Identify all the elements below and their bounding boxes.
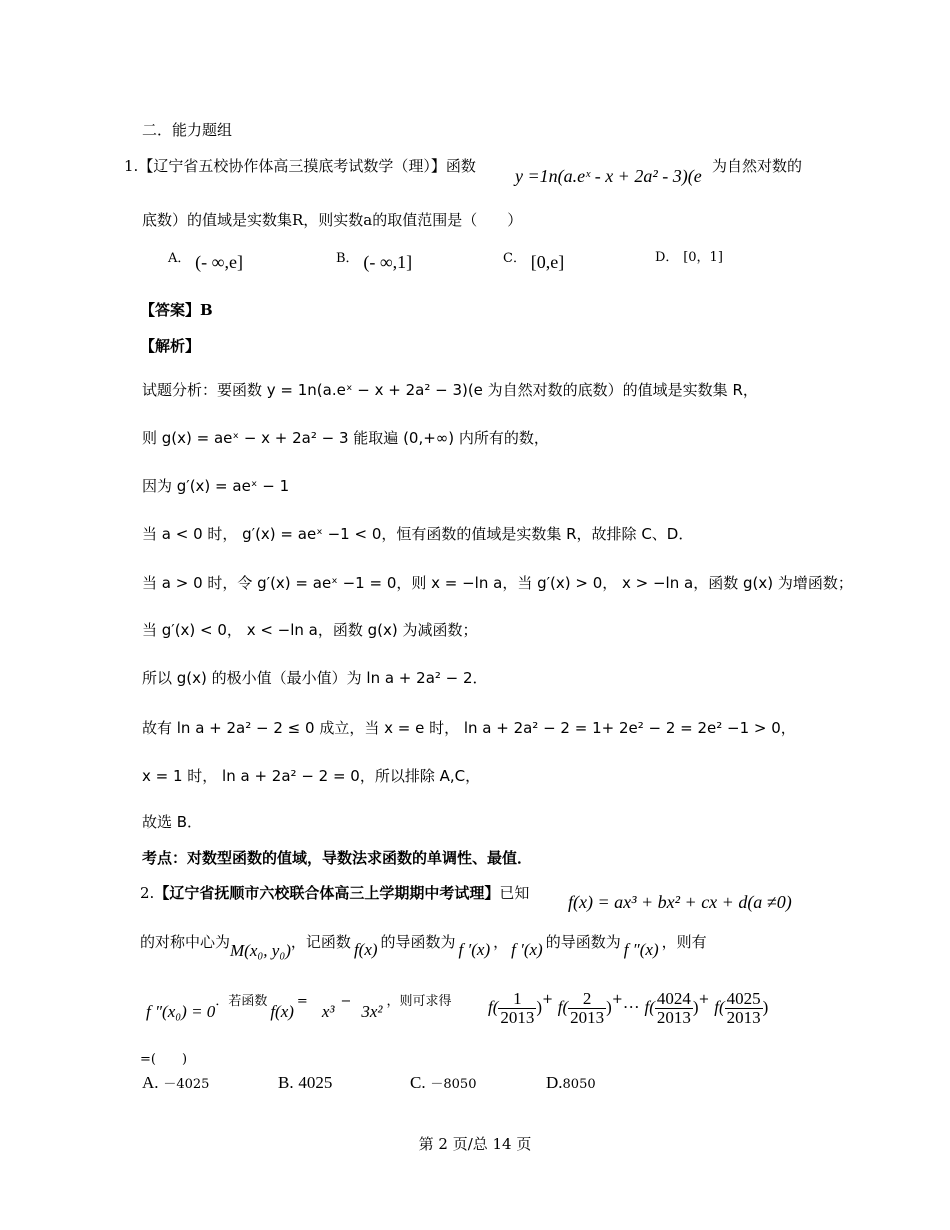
fraction-3: [655, 990, 693, 1027]
denominator: 2013: [570, 1008, 605, 1027]
analysis-line-9: x = 1 时， ln a + 2a² − 2 = 0，所以排除 A,C，: [142, 767, 481, 785]
option-label: B.: [278, 1073, 294, 1092]
center-point: M(x₀, y₀): [230, 941, 291, 960]
plus: +: [698, 992, 710, 1007]
q2-option-a: [142, 1073, 209, 1095]
q1-option-c: [503, 246, 565, 272]
plus: +: [611, 992, 623, 1007]
section-title: 二．能力题组: [142, 121, 233, 139]
q2-option-d: [546, 1073, 596, 1095]
q1-formula: y =1n(a.eˣ - x + 2a² - 3)(e: [515, 166, 702, 186]
paren: ): [536, 997, 543, 1017]
q2-source: 【辽宁省抚顺市六校联合体高三上学期期中考试理】: [154, 884, 500, 902]
text: ，记函数: [290, 933, 351, 951]
analysis-line-7: 所以 g(x) 的极小值（最小值）为 ln a + 2a² − 2．: [142, 669, 488, 687]
numerator: 4024: [656, 989, 691, 1008]
fn: f(: [644, 997, 655, 1017]
q1-option-b: [336, 246, 413, 272]
numerator: 2: [582, 989, 592, 1008]
q1-lead: 函数: [445, 157, 476, 175]
option-label: A.: [142, 1073, 159, 1092]
condition: f ″(x₀) = 0: [146, 1002, 216, 1021]
fn: f(: [488, 997, 499, 1017]
paren: ): [692, 997, 699, 1017]
option-value: －4025: [163, 1077, 210, 1092]
option-label: C．: [503, 251, 526, 266]
q1-source: 【辽宁省五校协作体高三摸底考试数学（理）】: [138, 157, 446, 175]
q2-formula: f(x) = ax³ + bx² + cx + d(a ≠0): [568, 892, 792, 912]
option-label: B．: [336, 251, 359, 266]
text: −: [340, 994, 352, 1009]
text: ，: [493, 933, 509, 951]
fraction-2: [568, 990, 606, 1027]
text: ，则可求得: [386, 994, 452, 1009]
text: ．若函数: [215, 994, 268, 1009]
term: x³: [321, 1002, 335, 1021]
q1-answer: 【答案】B: [140, 301, 213, 319]
q1-analysis-label: 【解析】: [140, 337, 201, 355]
analysis-line-3: 因为 g′(x) = aeˣ − 1: [142, 477, 290, 495]
q2-line3: [146, 990, 452, 1040]
option-label: D.: [546, 1073, 563, 1092]
fraction-1: [498, 990, 536, 1027]
f-prime: f ′(x): [458, 940, 491, 959]
q2-eq-paren: =( ): [140, 1052, 188, 1067]
q2-sum: [488, 990, 768, 1036]
q1-option-d: [655, 246, 723, 268]
denominator: 2013: [726, 1008, 761, 1027]
option-value: 8050: [562, 1077, 596, 1092]
analysis-line-2: 则 g(x) = aeˣ − x + 2a² − 3 能取遍 (0,+∞) 内所有的数，: [142, 429, 549, 447]
fn: f(: [557, 997, 569, 1017]
option-value: (- ∞,e]: [195, 252, 243, 272]
f-prime: f ′(x): [511, 940, 543, 959]
denominator: 2013: [500, 1008, 535, 1027]
q2-option-b: [278, 1073, 332, 1093]
text: 的对称中心为: [140, 933, 231, 951]
f-double-prime: f ″(x): [623, 940, 659, 959]
q2-lead: 已知: [499, 884, 530, 902]
paren: ): [762, 997, 769, 1017]
q1-number: 1.: [124, 157, 139, 175]
text: =: [296, 994, 308, 1009]
option-label: C.: [410, 1073, 426, 1092]
plus: +: [542, 992, 553, 1007]
option-label: D．: [655, 250, 679, 265]
fn: f(: [714, 997, 725, 1017]
q1-header: [124, 156, 476, 176]
q2-header: [140, 883, 529, 903]
option-value: (- ∞,1]: [363, 252, 413, 272]
text: ，则有: [661, 933, 707, 951]
paren: ): [606, 997, 612, 1017]
fx: f(x): [353, 940, 378, 959]
page-footer: 第 2 页/总 14 页: [418, 1135, 532, 1153]
analysis-line-10: 故选 B．: [142, 813, 203, 831]
q2-number: 2.: [140, 884, 155, 902]
q2-line2: [140, 932, 707, 960]
text: 的导函数为: [380, 933, 456, 951]
option-value: [0,e]: [530, 252, 565, 272]
fx: f(x): [270, 1002, 294, 1021]
option-label: A．: [168, 251, 191, 266]
option-value: [0，1]: [683, 250, 723, 265]
option-value: 4025: [298, 1073, 333, 1092]
analysis-line-5: 当 a > 0 时，令 g′(x) = aeˣ −1 = 0，则 x = −ln a，当 g′(x) > 0， x > −ln a，函数 g(x) 为增函数；: [142, 574, 853, 592]
numerator: 1: [513, 989, 522, 1008]
numerator: 4025: [726, 989, 761, 1008]
q2-option-c: [410, 1073, 476, 1095]
q1-formula-tail: 为自然对数的: [712, 157, 803, 175]
analysis-line-4: 当 a < 0 时， g′(x) = aeˣ −1 < 0，恒有函数的值域是实数集 R，故排除 C、D．: [142, 525, 694, 543]
fraction-4: [725, 990, 763, 1027]
analysis-line-8: 故有 ln a + 2a² − 2 ≤ 0 成立，当 x = e 时， ln a + 2a² − 2 = 1+ 2e² − 2 = 2e² −1 > 0，: [142, 719, 796, 737]
denominator: 2013: [656, 1008, 691, 1027]
analysis-line-6: 当 g′(x) < 0， x < −ln a，函数 g(x) 为减函数；: [142, 621, 478, 639]
q1-line2: 底数）的值域是实数集R，则实数a的取值范围是（ ）: [142, 211, 523, 229]
term: 3x²: [361, 1002, 383, 1021]
analysis-line-1: 试题分析：要函数 y = 1n(a.eˣ − x + 2a² − 3)(e 为自然对数的底数）的值域是实数集 R，: [142, 381, 758, 399]
ellipsis: ···: [622, 997, 640, 1017]
q1-kaodian: 考点：对数型函数的值域，导数法求函数的单调性、最值．: [142, 849, 533, 867]
q1-option-a: [168, 246, 243, 272]
option-value: －8050: [430, 1077, 477, 1092]
text: 的导函数为: [545, 933, 621, 951]
